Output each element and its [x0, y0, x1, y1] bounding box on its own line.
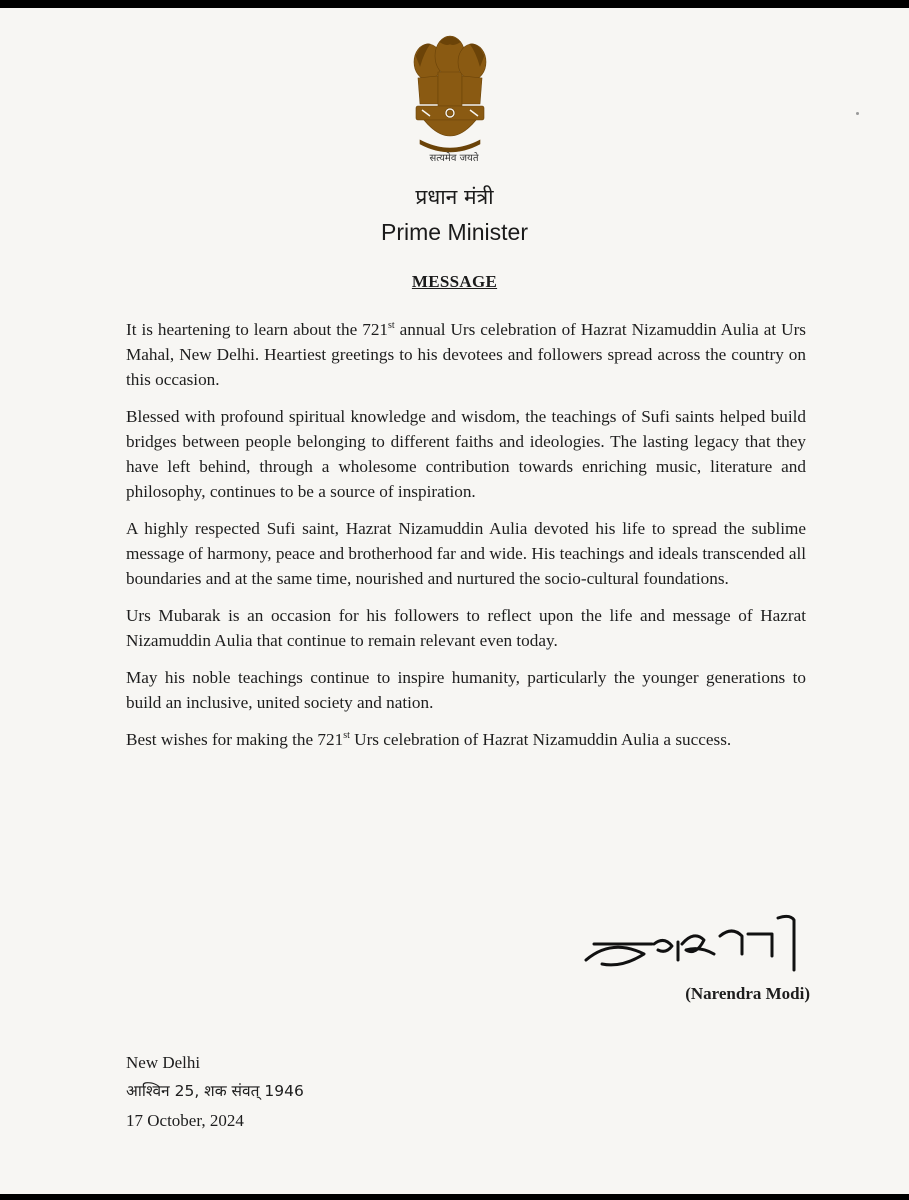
- ordinal-suffix: st: [343, 730, 350, 741]
- message-body: [126, 317, 806, 764]
- paper-speck: [856, 112, 859, 115]
- paragraph-1-text-a: It is heartening to learn about the 721: [126, 320, 389, 339]
- paragraph-1: [126, 317, 806, 392]
- paragraph-3: A highly respected Sufi saint, Hazrat Nizamuddin Aulia devoted his life to spread the sublime message of harmony, peace and brotherhood far and wide. His teachings and ideals transcended all boundaries and at the same time, nourished and nurtured the socio-cultural foundations.: [126, 519, 806, 588]
- signature-icon: [582, 910, 812, 980]
- place: New Delhi: [126, 1053, 201, 1072]
- message-heading: MESSAGE: [411, 272, 498, 291]
- ordinal-suffix: st: [388, 320, 395, 331]
- date-hindi: आश्विन 25, शक संवत् 1946: [126, 1082, 304, 1100]
- paragraph-6-text-a: Best wishes for making the 721: [126, 730, 344, 749]
- paragraph-6: [126, 727, 806, 752]
- paragraph-4: Urs Mubarak is an occasion for his followers to reflect upon the life and message of Hazrat Nizamuddin Aulia that continue to remain relevant even today.: [126, 606, 806, 650]
- bottom-border: [0, 1194, 909, 1200]
- date-english: 17 October, 2024: [126, 1111, 244, 1130]
- paragraph-1-text-b: annual Urs celebration of Hazrat Nizamuddin Aulia at Urs Mahal, New Delhi. Heartiest greetings to his devotees and followers spread across the country on this occasion.: [126, 320, 806, 389]
- office-title-hindi: प्रधान मंत्री: [415, 185, 494, 209]
- emblem-motto: सत्यमेव जयते: [429, 153, 479, 164]
- paragraph-5: May his noble teachings continue to inspire humanity, particularly the younger generations to build an inclusive, united society and nation.: [126, 668, 806, 712]
- paragraph-2: Blessed with profound spiritual knowledge and wisdom, the teachings of Sufi saints helped build bridges between people belonging to different faiths and ideologies. The lasting legacy that they have left behind, through a wholesome contribution towards enriching music, literature and philosophy, continues to be a source of inspiration.: [126, 407, 806, 501]
- emblem-icon: [410, 32, 490, 162]
- paragraph-6-text-b: Urs celebration of Hazrat Nizamuddin Aulia a success.: [349, 730, 732, 749]
- signatory-name: (Narendra Modi): [685, 984, 810, 1003]
- place-and-date: [126, 1048, 304, 1135]
- office-title-english: Prime Minister: [381, 219, 528, 245]
